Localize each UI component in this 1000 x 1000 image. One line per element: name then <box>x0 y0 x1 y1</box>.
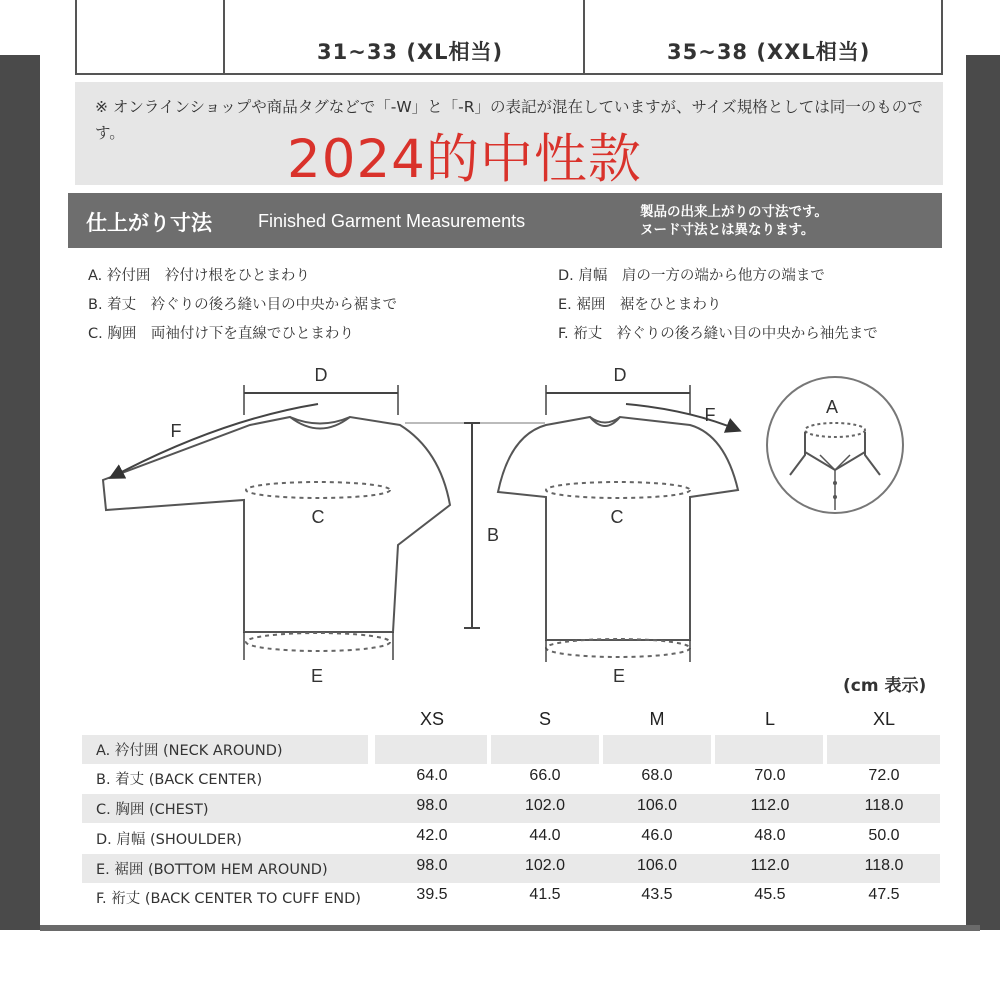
table-cell: 102.0 <box>524 797 566 814</box>
dimension-line-e <box>246 633 390 651</box>
table-cell: 118.0 <box>864 857 904 874</box>
table-row <box>82 764 942 793</box>
table-cell: 118.0 <box>864 797 904 814</box>
table-cell: 98.0 <box>416 797 448 814</box>
definition-item: E. 裾囲 裾をひとまわり <box>558 297 722 313</box>
dimension-line-c <box>246 482 390 498</box>
label-e: E <box>612 666 626 686</box>
table-cell: 64.0 <box>416 767 448 784</box>
table-cell: 98.0 <box>416 857 448 874</box>
bottom-frame-edge <box>40 925 980 931</box>
row-label: B. 着丈 (BACK CENTER) <box>96 772 263 788</box>
table-cell: 46.0 <box>641 827 673 844</box>
definition-item: C. 胸囲 両袖付け下を直線でひとまわり <box>88 326 354 342</box>
row-label: D. 肩幅 (SHOULDER) <box>96 832 242 848</box>
row-label: F. 裄丈 (BACK CENTER TO CUFF END) <box>96 891 361 907</box>
section-note-line: ヌード寸法とは異なります。 <box>640 222 815 238</box>
size-header-l: L <box>764 709 775 729</box>
table-cell: 66.0 <box>529 767 561 784</box>
label-b: B <box>486 525 500 545</box>
table-cell: 43.5 <box>641 886 673 903</box>
table-cell: 42.0 <box>416 827 448 844</box>
table-row <box>82 794 942 823</box>
section-note-line: 製品の出来上がりの寸法です。 <box>640 204 828 220</box>
label-d: D <box>314 365 328 385</box>
label-e: E <box>310 666 324 686</box>
table-row <box>82 854 942 883</box>
table-cell: 45.5 <box>754 886 786 903</box>
unit-note: (cm 表示) <box>843 676 927 696</box>
section-subtitle: Finished Garment Measurements <box>258 211 526 231</box>
table-cell: 106.0 <box>636 797 678 814</box>
label-f: F <box>170 421 182 441</box>
size-header-m: M <box>649 709 665 729</box>
size-header-xl: XL <box>872 709 896 729</box>
top-table-cell: 35~38 (XXL相当) <box>667 40 871 64</box>
label-a: A <box>825 397 839 417</box>
table-cell: 39.5 <box>416 886 448 903</box>
table-cell: 50.0 <box>868 827 900 844</box>
definition-item: F. 裄丈 衿ぐりの後ろ縫い目の中央から袖先まで <box>558 326 878 342</box>
overlay-caption: 2024的中性款 <box>287 129 642 190</box>
label-d: D <box>613 365 627 385</box>
top-table-cell: 31~33 (XL相当) <box>317 40 504 64</box>
definition-item: D. 肩幅 肩の一方の端から他方の端まで <box>558 268 825 284</box>
short-sleeve-shirt-outline <box>498 417 738 640</box>
row-label: E. 裾囲 (BOTTOM HEM AROUND) <box>96 862 328 878</box>
table-cell: 106.0 <box>636 857 678 874</box>
row-label: A. 衿付囲 (NECK AROUND) <box>96 743 283 759</box>
table-cell: 44.0 <box>529 827 561 844</box>
size-header-s: S <box>538 709 551 729</box>
table-cell: 72.0 <box>868 767 900 784</box>
size-header-xs: XS <box>419 709 444 729</box>
table-cell: 47.5 <box>868 886 900 903</box>
definition-item: B. 着丈 衿ぐりの後ろ縫い目の中央から裾まで <box>88 297 398 313</box>
label-f: F <box>704 405 716 425</box>
dimension-line-e <box>546 639 690 657</box>
table-row <box>82 824 942 853</box>
dimension-line-f <box>626 404 738 430</box>
label-c: C <box>610 507 624 527</box>
table-cell: 70.0 <box>754 767 786 784</box>
table-cell: 48.0 <box>754 827 786 844</box>
table-row <box>82 883 942 912</box>
row-label: C. 胸囲 (CHEST) <box>96 802 209 818</box>
note-text: ※ オンラインショップや商品タグなどで「-W」と「-R」の表記が混在していますが、サイズ規格としては同一のものです。 <box>95 98 923 142</box>
section-title: 仕上がり寸法 <box>86 211 212 235</box>
table-cell: 68.0 <box>641 767 673 784</box>
table-cell: 112.0 <box>750 797 790 814</box>
table-row <box>82 735 942 764</box>
label-c: C <box>311 507 325 527</box>
table-cell: 41.5 <box>529 886 561 903</box>
dimension-line-c <box>546 482 690 498</box>
table-cell: 102.0 <box>524 857 566 874</box>
table-cell: 112.0 <box>750 857 790 874</box>
long-sleeve-shirt-outline <box>103 417 450 632</box>
definition-item: A. 衿付囲 衿付け根をひとまわり <box>88 268 310 284</box>
